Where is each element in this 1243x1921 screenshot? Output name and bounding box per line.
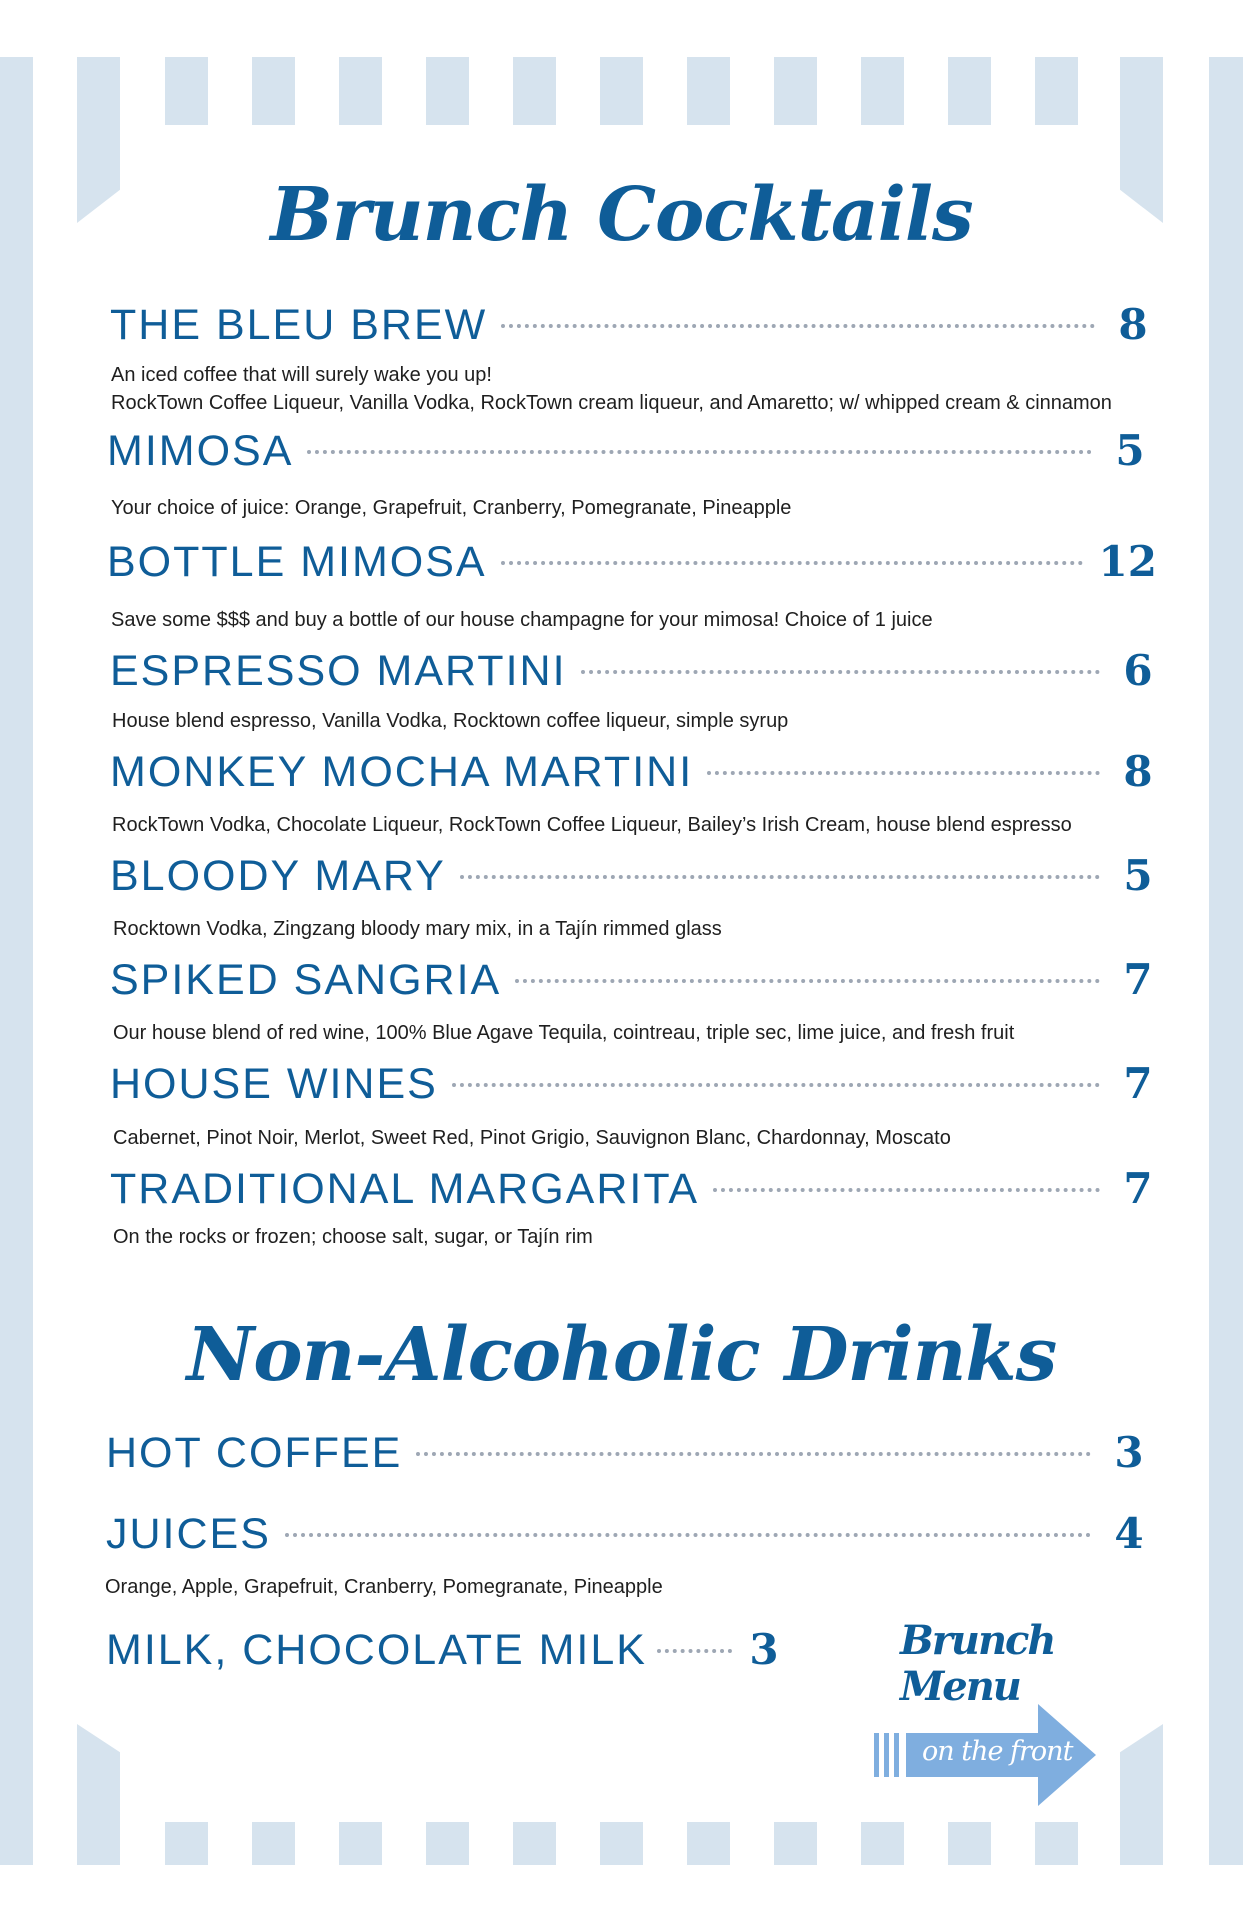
item-name: MONKEY MOCHA MARTINI (110, 748, 694, 796)
stripe-block (687, 57, 730, 125)
item-price: 7 (1123, 955, 1153, 1004)
leader-dots (285, 1533, 1091, 1537)
stripe-block (339, 57, 382, 125)
item-description: Rocktown Vodka, Zingzang bloody mary mix, in a Tajín rimmed glass (113, 918, 722, 940)
arrow-label: on the front (922, 1736, 1073, 1767)
leader-dots (581, 670, 1100, 674)
leader-dots (460, 875, 1100, 879)
stripe-block (426, 57, 469, 125)
leader-dots (657, 1649, 732, 1653)
item-price: 12 (1098, 537, 1157, 586)
leader-dots (707, 771, 1100, 775)
menu-item (110, 1059, 1160, 1109)
item-name: BOTTLE MIMOSA (107, 538, 487, 586)
menu-item (110, 1164, 1160, 1214)
leader-dots (515, 979, 1100, 983)
menu-item (110, 851, 1160, 901)
leader-dots (713, 1188, 1100, 1192)
item-description: Your choice of juice: Orange, Grapefruit, Cranberry, Pomegranate, Pineapple (111, 497, 792, 519)
stripe-block (513, 57, 556, 125)
item-name: BLOODY MARY (110, 852, 446, 900)
menu-item (110, 747, 1160, 797)
menu-item (107, 426, 1152, 476)
item-price: 5 (1115, 426, 1145, 475)
item-name: HOUSE WINES (110, 1060, 438, 1108)
item-price: 3 (749, 1625, 779, 1674)
stripe-block (513, 1822, 556, 1865)
menu-item (110, 955, 1160, 1005)
item-price: 8 (1118, 300, 1148, 349)
item-description: Our house blend of red wine, 100% Blue Agave Tequila, cointreau, triple sec, lime juice, and fresh fruit (113, 1022, 1015, 1044)
menu-item (106, 1625, 786, 1675)
item-name: SPIKED SANGRIA (110, 956, 502, 1004)
stripe-block (426, 1822, 469, 1865)
leader-dots (452, 1083, 1100, 1087)
stripe-block (165, 57, 208, 125)
item-price: 7 (1123, 1164, 1153, 1213)
menu-item (106, 1428, 1151, 1478)
item-name: ESPRESSO MARTINI (110, 647, 567, 695)
item-description: Cabernet, Pinot Noir, Merlot, Sweet Red, Pinot Grigio, Sauvignon Blanc, Chardonnay, Moscato (113, 1127, 951, 1149)
stripe-block (774, 57, 817, 125)
border-stripe-right (1209, 57, 1243, 1865)
menu-item (110, 300, 1155, 350)
menu-item (110, 646, 1160, 696)
stripe-block (861, 57, 904, 125)
leader-dots (416, 1452, 1091, 1456)
stripe-block (948, 1822, 991, 1865)
item-description: Save some $$$ and buy a bottle of our house champagne for your mimosa! Choice of 1 juice (111, 609, 933, 631)
stripe-block (252, 1822, 295, 1865)
stripe-block (600, 1822, 643, 1865)
item-name: MILK, CHOCOLATE MILK (106, 1626, 647, 1674)
item-description: On the rocks or frozen; choose salt, sugar, or Tajín rim (113, 1226, 593, 1248)
stripe-block (600, 57, 643, 125)
stripe-block (1035, 1822, 1078, 1865)
item-price: 7 (1123, 1059, 1153, 1108)
corner-tab-bottom-right (1120, 1724, 1163, 1865)
item-price: 8 (1123, 747, 1153, 796)
menu-item (106, 1509, 1151, 1559)
item-description: An iced coffee that will surely wake you up! (111, 364, 492, 386)
item-description: RockTown Vodka, Chocolate Liqueur, RockTown Coffee Liqueur, Bailey’s Irish Cream, house blend espresso (112, 814, 1072, 836)
nonalcoholic-heading: Non-Alcoholic Drinks (186, 1312, 1057, 1398)
stripe-block (687, 1822, 730, 1865)
border-stripe-left (0, 57, 33, 1865)
item-name: TRADITIONAL MARGARITA (110, 1165, 700, 1213)
leader-dots (501, 324, 1095, 328)
stripe-block (948, 57, 991, 125)
item-name: JUICES (106, 1510, 271, 1558)
leader-dots (307, 450, 1092, 454)
stripe-block (252, 57, 295, 125)
stripe-block (774, 1822, 817, 1865)
item-name: THE BLEU BREW (110, 301, 488, 349)
item-price: 6 (1123, 646, 1153, 695)
stripe-block (1035, 57, 1078, 125)
cocktails-heading: Brunch Cocktails (270, 172, 973, 258)
corner-tab-bottom-left (77, 1724, 120, 1865)
promo-line-menu: Menu (900, 1663, 1020, 1710)
item-description: House blend espresso, Vanilla Vodka, Rocktown coffee liqueur, simple syrup (112, 710, 789, 732)
leader-dots (501, 561, 1083, 565)
promo-line-brunch: Brunch (900, 1617, 1055, 1664)
stripe-block (165, 1822, 208, 1865)
stripe-block (861, 1822, 904, 1865)
item-price: 5 (1123, 851, 1153, 900)
item-name: HOT COFFEE (106, 1429, 403, 1477)
item-name: MIMOSA (107, 427, 294, 475)
item-description: RockTown Coffee Liqueur, Vanilla Vodka, RockTown cream liqueur, and Amaretto; w/ whipped cream & cinnamon (111, 392, 1112, 414)
menu-item (107, 537, 1157, 587)
stripe-block (339, 1822, 382, 1865)
item-description: Orange, Apple, Grapefruit, Cranberry, Pomegranate, Pineapple (105, 1576, 663, 1598)
item-price: 4 (1114, 1509, 1144, 1558)
item-price: 3 (1114, 1428, 1144, 1477)
